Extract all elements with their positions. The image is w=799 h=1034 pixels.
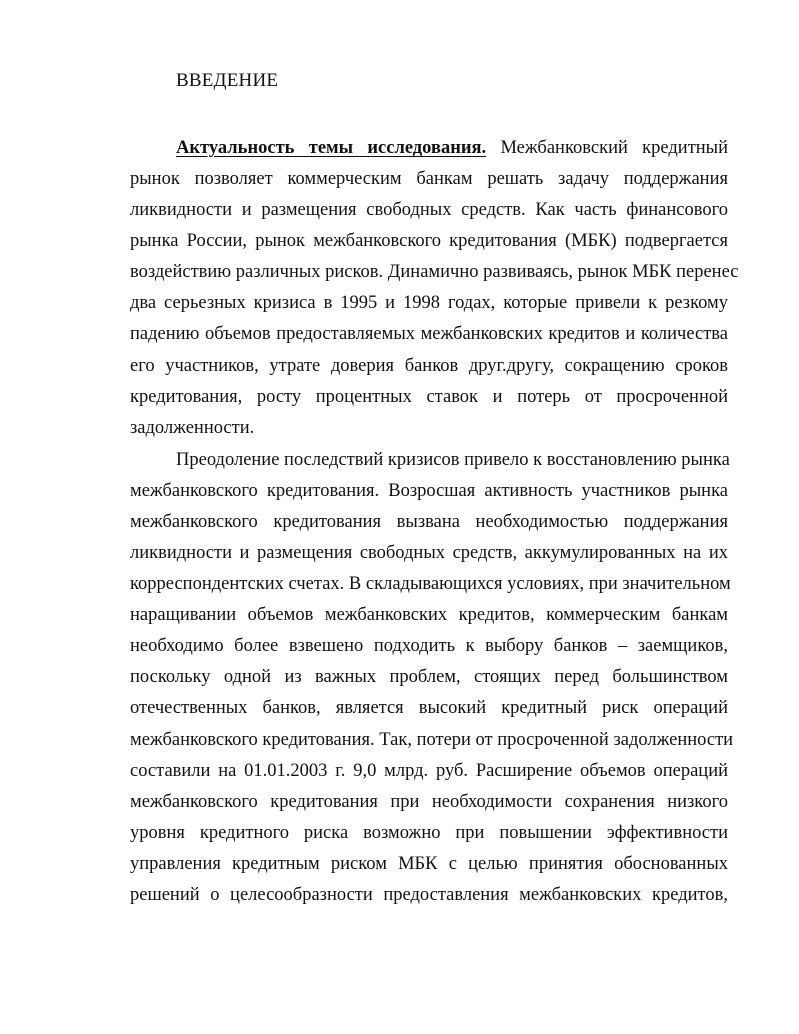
paragraph-1-line: воздействию различных рисков. Динамично развиваясь, рынок МБК перенес (130, 262, 739, 282)
paragraph-2-line: Преодоление последствий кризисов привело к восстановлению рынка (176, 450, 730, 470)
paragraph-1-line: задолженности. (130, 418, 255, 438)
paragraph-1-line: рынка России, рынок межбанковского кредитования (МБК) подвергается (130, 231, 728, 251)
line-text: Межбанковский кредитный (500, 138, 729, 158)
paragraph-2-line: отечественных банков, является высокий кредитный риск операций (130, 698, 728, 718)
paragraph-2-line: составили на 01.01.2003 г. 9,0 млрд. руб. Расширение объемов операций (130, 761, 728, 781)
paragraph-2-line: поскольку одной из важных проблем, стоящих перед большинством (130, 667, 728, 687)
paragraph-2-line: межбанковского кредитования. Возросшая активность участников рынка (130, 481, 728, 501)
paragraph-2-line: межбанковского кредитования вызвана необходимостью поддержания (130, 512, 728, 532)
paragraph-2-line: необходимо более взвешено подходить к выбору банков – заемщиков, (130, 636, 728, 656)
paragraph-1-line: два серьезных кризиса в 1995 и 1998 годах, которые привели к резкому (130, 293, 728, 313)
paragraph-2-line: управления кредитным риском МБК с целью принятия обоснованных (130, 854, 728, 874)
section-heading: ВВЕДЕНИЕ (176, 70, 279, 91)
paragraph-1-line: падению объемов предоставляемых межбанковских кредитов и количества (130, 324, 728, 344)
paragraph-2-line: корреспондентских счетах. В складывающихся условиях, при значительном (130, 574, 731, 594)
paragraph-1-line: ликвидности и размещения свободных средств. Как часть финансового (130, 200, 728, 220)
paragraph-1-line: кредитования, росту процентных ставок и потерь от просроченной (130, 387, 728, 407)
paragraph-1-line: рынок позволяет коммерческим банкам решать задачу поддержания (130, 169, 728, 189)
paragraph-2-line: уровня кредитного риска возможно при повышении эффективности (130, 823, 728, 843)
paragraph-2-line: наращивании объемов межбанковских кредитов, коммерческим банкам (130, 605, 728, 625)
paragraph-2-line: ликвидности и размещения свободных средств, аккумулированных на их (130, 543, 728, 563)
emphasis-lead: Актуальность темы исследования. (176, 138, 487, 158)
paragraph-2-line: межбанковского кредитования при необходимости сохранения низкого (130, 792, 728, 812)
paragraph-2-line: межбанковского кредитования. Так, потери от просроченной задолженности (130, 730, 734, 750)
paragraph-1-line: его участников, утрате доверия банков друг.другу, сокращению сроков (130, 356, 728, 376)
paragraph-1-line-1 (176, 136, 728, 160)
paragraph-2-line: решений о целесообразности предоставления межбанковских кредитов, (130, 885, 728, 905)
